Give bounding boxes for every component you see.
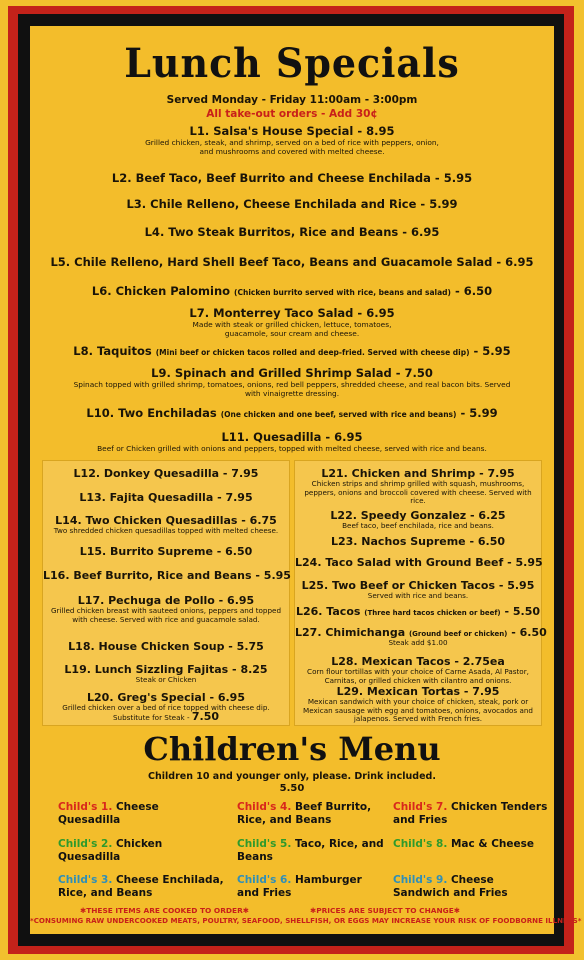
- menu-panel: [30, 26, 582, 934]
- child-item-7: Child's 7. Chicken Tenders and Fries: [393, 801, 548, 826]
- menu-item-l24: L24. Taco Salad with Ground Beef - 5.95: [295, 556, 543, 569]
- menu-item-l18: L18. House Chicken Soup - 5.75: [68, 640, 264, 653]
- page-title: Lunch Specials: [124, 40, 460, 87]
- childrens-menu-price: 5.50: [279, 783, 305, 794]
- star-icon: ✱: [242, 906, 249, 915]
- menu-item-l14: L14. Two Chicken Quesadillas - 6.75 Two shredded chicken quesadillas topped with melted cheese.: [53, 514, 279, 535]
- child-item-1: Child's 1. Cheese Quesadilla: [58, 801, 159, 826]
- menu-item-l25: L25. Two Beef or Chicken Tacos - 5.95 Served with rice and beans.: [301, 579, 535, 600]
- child-item-8: Child's 8. Mac & Cheese: [393, 838, 534, 850]
- takeout-note: All take-out orders - Add 30¢: [206, 108, 378, 120]
- menu-item-l26: L26. Tacos (Three hard tacos chicken or beef) - 5.50: [295, 605, 541, 618]
- menu-item-l7: L7. Monterrey Taco Salad - 6.95 Made with steak or grilled chicken, lettuce, tomatoes, guacamole, sour cream and cheese.: [189, 306, 395, 338]
- menu-item-l12: L12. Donkey Quesadilla - 7.95: [73, 467, 259, 480]
- served-hours: Served Monday - Friday 11:00am - 3:00pm: [166, 94, 418, 106]
- child-item-5: Child's 5. Taco, Rice, and Beans: [237, 838, 384, 863]
- menu-item-l29: L29. Mexican Tortas - 7.95 Mexican sandwich with your choice of chicken, steak, pork or Mexican sausage with egg and tomatoes, onions, avocados and jalapenos. Served with French fries.: [303, 685, 533, 724]
- menu-item-l16: L16. Beef Burrito, Rice and Beans - 5.95: [43, 569, 291, 582]
- star-icon: ✱: [80, 906, 87, 915]
- menu-item-l6: L6. Chicken Palomino (Chicken burrito served with rice, beans and salad) - 6.50: [91, 284, 493, 298]
- menu-item-l5: L5. Chile Relleno, Hard Shell Beef Taco, Beans and Guacamole Salad - 6.95: [50, 255, 534, 269]
- child-item-4: Child's 4. Beef Burrito, Rice, and Beans: [237, 801, 372, 826]
- menu-item-l2: L2. Beef Taco, Beef Burrito and Cheese Enchilada - 5.95: [111, 171, 473, 185]
- menu-item-l17: L17. Pechuga de Pollo - 6.95 Grilled chicken breast with sauteed onions, peppers and topped with cheese. Served with rice and guacamole salad.: [50, 594, 282, 624]
- menu-item-l4: L4. Two Steak Burritos, Rice and Beans - 6.95: [144, 225, 440, 239]
- foodborne-warning: *CONSUMING RAW UNDERCOOKED MEATS, POULTRY, SEAFOOD, SHELLFISH, OR EGGS MAY INCREASE YOUR RISK OF FOODBORNE ILLNESS*: [30, 916, 582, 925]
- menu-item-l11: L11. Quesadilla - 6.95 Beef or Chicken grilled with onions and peppers, topped with melted cheese, served with rice and beans.: [97, 430, 487, 453]
- menu-item-l23: L23. Nachos Supreme - 6.50: [330, 535, 506, 548]
- childrens-menu-subtitle: Children 10 and younger only, please. Drink included.: [148, 771, 436, 782]
- right-specials-box: [294, 460, 547, 726]
- menu-item-l13: L13. Fajita Quesadilla - 7.95: [79, 491, 253, 504]
- menu-item-l9: L9. Spinach and Grilled Shrimp Salad - 7.50 Spinach topped with grilled shrimp, tomatoes, onions, red bell peppers, shredded cheese, and real bacon bits. Served with vinaigrette dressing.: [73, 366, 511, 398]
- menu-item-l10: L10. Two Enchiladas (One chicken and one beef, served with rice and beans) - 5.99: [86, 406, 498, 420]
- child-item-6: Child's 6. Hamburger and Fries: [237, 874, 362, 899]
- child-item-2: Child's 2. Chicken Quesadilla: [58, 838, 163, 863]
- left-specials-box: [42, 460, 290, 726]
- menu-item-l22: L22. Speedy Gonzalez - 6.25 Beef taco, beef enchilada, rice and beans.: [330, 509, 506, 530]
- child-item-9: Child's 9. Cheese Sandwich and Fries: [393, 874, 508, 899]
- childrens-menu-title: Children's Menu: [143, 730, 441, 768]
- menu-item-l19: L19. Lunch Sizzling Fajitas - 8.25 Steak or Chicken: [64, 663, 268, 684]
- menu-item-l27: L27. Chimichanga (Ground beef or chicken) - 6.50 Steak add $1.00: [295, 626, 547, 647]
- menu-item-l28: L28. Mexican Tacos - 2.75ea Corn flour tortillas with your choice of Carne Asada, Al Pastor, Carnitas, or grilled chicken with cilantro and onions.: [307, 655, 529, 685]
- menu-item-l1: L1. Salsa's House Special - 8.95 Grilled chicken, steak, and shrimp, served on a bed of rice with peppers, onion, and mushrooms and covered with melted cheese.: [145, 124, 439, 156]
- star-icon: ✱: [453, 906, 460, 915]
- menu-item-l8: L8. Taquitos (Mini beef or chicken tacos rolled and deep-fried. Served with cheese dip) - 5.95: [73, 344, 511, 358]
- star-icon: ✱: [310, 906, 317, 915]
- cooked-to-order-note: ✱THESE ITEMS ARE COOKED TO ORDER✱: [80, 906, 249, 915]
- child-item-3: Child's 3. Cheese Enchilada, Rice, and Beans: [58, 874, 224, 899]
- menu-item-l21: L21. Chicken and Shrimp - 7.95 Chicken strips and shrimp grilled with squash, mushrooms, peppers, onions and broccoli covered with cheese. Served with rice.: [304, 467, 532, 506]
- menu-item-l20: L20. Greg's Special - 6.95 Grilled chicken over a bed of rice topped with cheese dip. Substitute for Steak - 7.50: [62, 691, 270, 723]
- menu-item-l3: L3. Chile Relleno, Cheese Enchilada and Rice - 5.99: [126, 197, 458, 211]
- prices-subject-note: ✱PRICES ARE SUBJECT TO CHANGE✱: [310, 906, 460, 915]
- menu-item-l15: L15. Burrito Supreme - 6.50: [79, 545, 253, 558]
